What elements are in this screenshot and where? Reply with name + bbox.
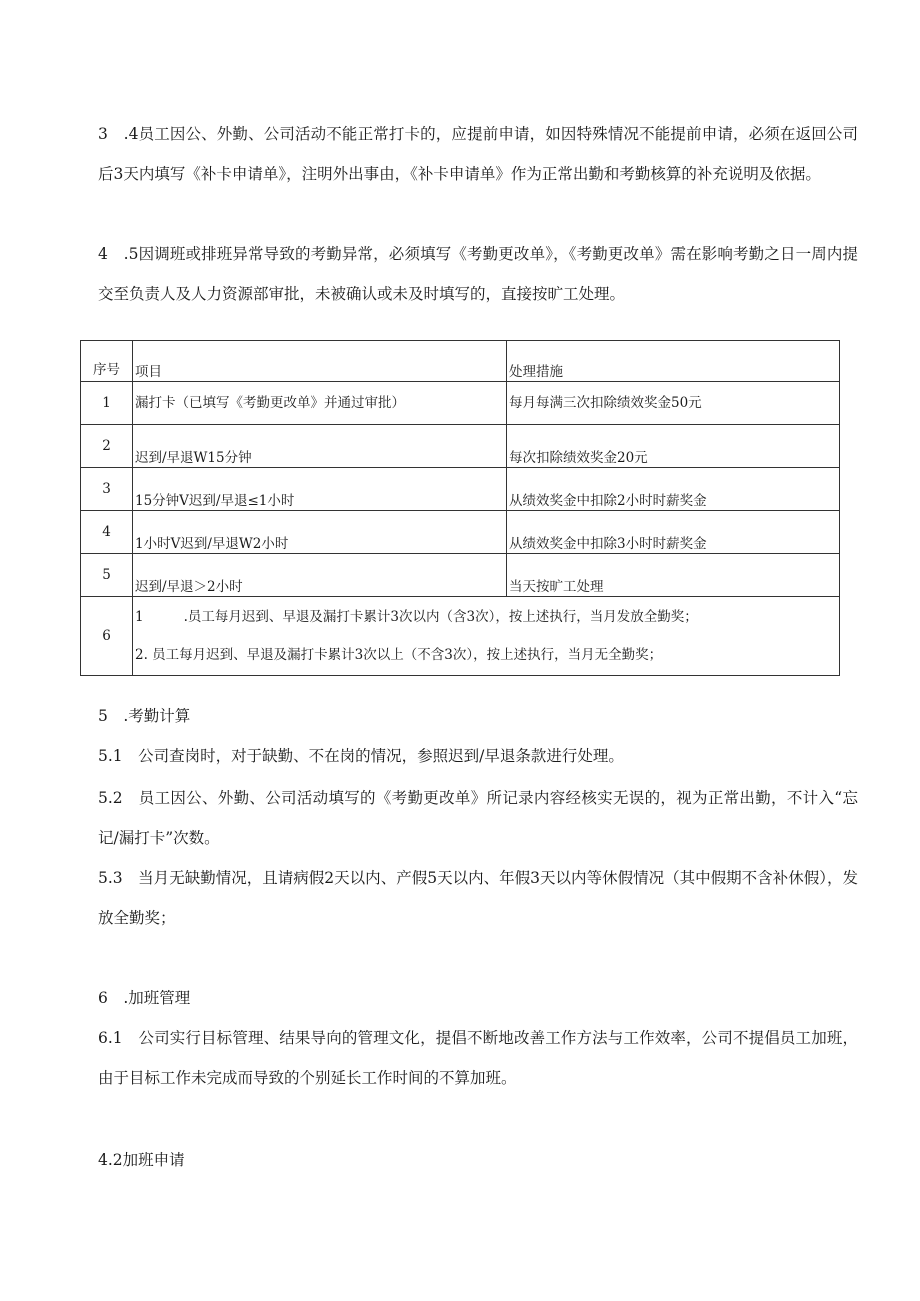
row-measure: 每次扣除绩效奖金20元 <box>507 425 840 468</box>
table-header-row <box>81 341 840 382</box>
row-measure: 从绩效奖金中扣除2小时时薪奖金 <box>507 468 840 511</box>
row-full-attendance-rules <box>133 597 840 676</box>
row-number: 6 <box>81 597 133 676</box>
section-6-heading: 6 .加班管理 <box>98 989 191 1007</box>
row-item: 迟到/早退W15分钟 <box>133 425 507 468</box>
row-number: 5 <box>81 554 133 597</box>
paragraph-5-3: 5.3 当月无缺勤情况，且请病假2天以内、产假5天以内、年假3天以内等休假情况（其中假期不含补休假），发放全勤奖； <box>98 869 858 927</box>
section-5-heading: 5 .考勤计算 <box>98 707 191 725</box>
table-row <box>81 425 840 468</box>
row-number: 1 <box>81 382 133 425</box>
row-item: 漏打卡（已填写《考勤更改单》并通过审批） <box>133 382 507 425</box>
rule-line-1-text: .员工每月迟到、早退及漏打卡累计3次以内（含3次），按上述执行，当月发放全勤奖； <box>183 609 698 625</box>
table-row-full-attendance <box>81 597 840 676</box>
header-seq: 序号 <box>81 341 133 382</box>
paragraph-4-5: 4 .5因调班或排班异常导致的考勤异常，必须填写《考勤更改单》，《考勤更改单》需在影响考勤之日一周内提交至负责人及人力资源部审批，未被确认或未及时填写的，直接按旷工处理。 <box>98 245 858 303</box>
paragraph-4-2-heading: 4.2加班申请 <box>98 1151 185 1169</box>
row-measure: 当天按旷工处理 <box>507 554 840 597</box>
rule-line-2: 2. 员工每月迟到、早退及漏打卡累计3次以上（不含3次），按上述执行，当月无全勤奖； <box>135 647 663 663</box>
rule-line-1 <box>135 598 837 636</box>
row-item: 1小时V迟到/早退W2小时 <box>133 511 507 554</box>
row-number: 2 <box>81 425 133 468</box>
paragraph-6-1: 6.1 公司实行目标管理、结果导向的管理文化，提倡不断地改善工作方法与工作效率，公司不提倡员工加班，由于目标工作未完成而导致的个别延长工作时间的不算加班。 <box>98 1029 858 1087</box>
header-item: 项目 <box>133 341 507 382</box>
paragraph-5-1: 5.1 公司查岗时，对于缺勤、不在岗的情况，参照迟到/早退条款进行处理。 <box>98 747 624 765</box>
paragraph-5-2: 5.2 员工因公、外勤、公司活动填写的《考勤更改单》所记录内容经核实无误的，视为正常出勤，不计入“忘记/漏打卡”次数。 <box>98 789 858 847</box>
table-row <box>81 382 840 425</box>
row-item: 15分钟V迟到/早退≤1小时 <box>133 468 507 511</box>
table-row <box>81 554 840 597</box>
row-number: 4 <box>81 511 133 554</box>
paragraph-3-4: 3 .4员工因公、外勤、公司活动不能正常打卡的，应提前申请，如因特殊情况不能提前申请，必须在返回公司后3天内填写《补卡申请单》，注明外出事由，《补卡申请单》作为正常出勤和考勤核算的补充说明及依据。 <box>98 125 858 183</box>
row-number: 3 <box>81 468 133 511</box>
table-row <box>81 511 840 554</box>
row-measure: 每月每满三次扣除绩效奖金50元 <box>507 382 840 425</box>
row-item: 迟到/早退＞2小时 <box>133 554 507 597</box>
rule-line-1-number: 1 <box>135 609 144 625</box>
attendance-penalty-table <box>80 340 840 676</box>
row-measure: 从绩效奖金中扣除3小时时薪奖金 <box>507 511 840 554</box>
header-measure: 处理措施 <box>507 341 840 382</box>
table-row <box>81 468 840 511</box>
